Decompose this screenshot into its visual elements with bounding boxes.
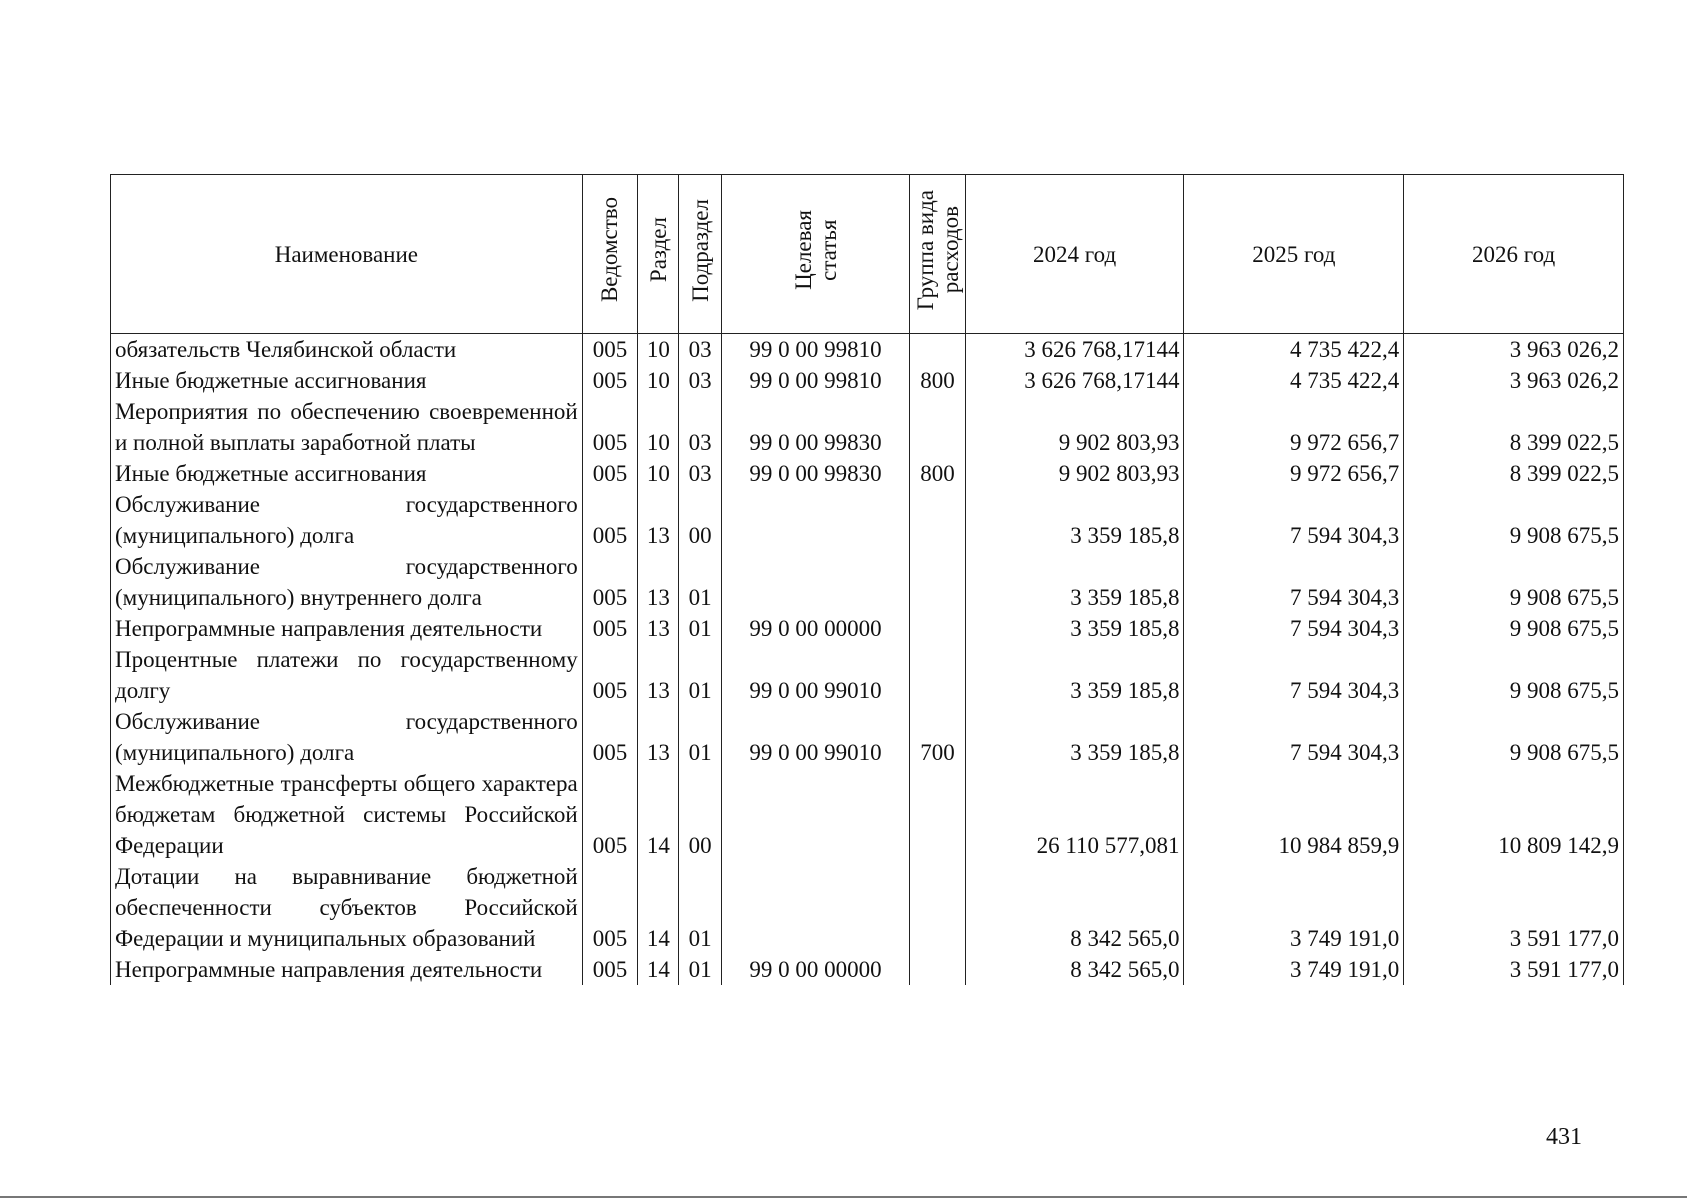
cell-2025: 3 749 191,0	[1184, 861, 1404, 954]
cell-name: Обслуживание государственного (муниципального) долга	[111, 706, 583, 768]
cell-section: 13	[638, 613, 679, 644]
cell-2026: 9 908 675,5	[1404, 644, 1624, 706]
cell-2025: 7 594 304,3	[1184, 644, 1404, 706]
cell-2026: 10 809 142,9	[1404, 768, 1624, 861]
header-2024: 2024 год	[965, 175, 1184, 334]
header-target: Целевая статья	[721, 175, 909, 334]
cell-name: Дотации на выравнивание бюджетной обеспеченности субъектов Российской Федерации и муниципальных образований	[111, 861, 583, 954]
cell-2025: 9 972 656,7	[1184, 458, 1404, 489]
cell-group	[910, 334, 965, 366]
cell-group	[910, 768, 965, 861]
cell-section: 14	[638, 954, 679, 985]
cell-section: 10	[638, 396, 679, 458]
cell-2026: 9 908 675,5	[1404, 489, 1624, 551]
cell-group	[910, 613, 965, 644]
table-row	[111, 644, 1624, 706]
cell-name: Мероприятия по обеспечению своевременной и полной выплаты заработной платы	[111, 396, 583, 458]
cell-2024: 9 902 803,93	[965, 458, 1184, 489]
cell-subsection: 01	[679, 861, 721, 954]
cell-subsection: 01	[679, 706, 721, 768]
cell-2024: 3 626 768,17144	[965, 334, 1184, 366]
cell-section: 10	[638, 458, 679, 489]
cell-dept: 005	[582, 706, 637, 768]
table-row	[111, 954, 1624, 985]
cell-target: 99 0 00 99830	[721, 458, 909, 489]
table-row	[111, 334, 1624, 366]
cell-2026: 3 591 177,0	[1404, 954, 1624, 985]
cell-target	[721, 861, 909, 954]
cell-2026: 9 908 675,5	[1404, 551, 1624, 613]
cell-2024: 8 342 565,0	[965, 861, 1184, 954]
header-dept: Ведомство	[582, 175, 637, 334]
cell-dept: 005	[582, 365, 637, 396]
cell-target: 99 0 00 99810	[721, 334, 909, 366]
cell-dept: 005	[582, 489, 637, 551]
cell-2025: 9 972 656,7	[1184, 396, 1404, 458]
cell-dept: 005	[582, 334, 637, 366]
cell-2024: 3 359 185,8	[965, 551, 1184, 613]
cell-2025: 7 594 304,3	[1184, 613, 1404, 644]
budget-table	[110, 174, 1624, 985]
cell-2025: 4 735 422,4	[1184, 365, 1404, 396]
cell-subsection: 01	[679, 613, 721, 644]
cell-target: 99 0 00 99830	[721, 396, 909, 458]
cell-dept: 005	[582, 458, 637, 489]
cell-2024: 3 626 768,17144	[965, 365, 1184, 396]
cell-dept: 005	[582, 768, 637, 861]
cell-target: 99 0 00 99810	[721, 365, 909, 396]
header-subsection: Подраздел	[679, 175, 721, 334]
table-body	[111, 334, 1624, 986]
table-row	[111, 489, 1624, 551]
cell-name: Непрограммные направления деятельности	[111, 954, 583, 985]
cell-group	[910, 861, 965, 954]
cell-dept: 005	[582, 613, 637, 644]
cell-target	[721, 768, 909, 861]
cell-section: 10	[638, 365, 679, 396]
cell-subsection: 03	[679, 365, 721, 396]
cell-2024: 26 110 577,081	[965, 768, 1184, 861]
cell-section: 13	[638, 706, 679, 768]
cell-group	[910, 954, 965, 985]
cell-target	[721, 489, 909, 551]
cell-subsection: 01	[679, 954, 721, 985]
cell-subsection: 01	[679, 551, 721, 613]
cell-group	[910, 644, 965, 706]
cell-name: Обслуживание государственного (муниципального) внутреннего долга	[111, 551, 583, 613]
cell-2024: 8 342 565,0	[965, 954, 1184, 985]
cell-2024: 3 359 185,8	[965, 706, 1184, 768]
cell-section: 14	[638, 861, 679, 954]
cell-section: 13	[638, 551, 679, 613]
cell-section: 14	[638, 768, 679, 861]
cell-subsection: 00	[679, 768, 721, 861]
table-row	[111, 396, 1624, 458]
cell-2025: 7 594 304,3	[1184, 706, 1404, 768]
cell-subsection: 01	[679, 644, 721, 706]
cell-name: Процентные платежи по государственному долгу	[111, 644, 583, 706]
cell-group: 700	[910, 706, 965, 768]
cell-2024: 9 902 803,93	[965, 396, 1184, 458]
cell-name: Межбюджетные трансферты общего характера бюджетам бюджетной системы Российской Федерации	[111, 768, 583, 861]
cell-subsection: 03	[679, 396, 721, 458]
cell-2025: 3 749 191,0	[1184, 954, 1404, 985]
cell-2026: 3 591 177,0	[1404, 861, 1624, 954]
cell-target: 99 0 00 99010	[721, 644, 909, 706]
cell-2024: 3 359 185,8	[965, 644, 1184, 706]
cell-name: Обслуживание государственного (муниципального) долга	[111, 489, 583, 551]
cell-name: обязательств Челябинской области	[111, 334, 583, 366]
cell-section: 10	[638, 334, 679, 366]
cell-name: Иные бюджетные ассигнования	[111, 365, 583, 396]
cell-group	[910, 489, 965, 551]
cell-dept: 005	[582, 861, 637, 954]
cell-group: 800	[910, 458, 965, 489]
cell-subsection: 03	[679, 458, 721, 489]
cell-2025: 4 735 422,4	[1184, 334, 1404, 366]
cell-subsection: 00	[679, 489, 721, 551]
cell-2026: 8 399 022,5	[1404, 458, 1624, 489]
table-row	[111, 458, 1624, 489]
cell-group	[910, 396, 965, 458]
cell-group	[910, 551, 965, 613]
table-header-row	[111, 175, 1624, 334]
table-row	[111, 861, 1624, 954]
header-name: Наименование	[111, 175, 583, 334]
cell-subsection: 03	[679, 334, 721, 366]
cell-target	[721, 551, 909, 613]
cell-target: 99 0 00 00000	[721, 613, 909, 644]
cell-2026: 8 399 022,5	[1404, 396, 1624, 458]
header-2025: 2025 год	[1184, 175, 1404, 334]
header-2026: 2026 год	[1404, 175, 1624, 334]
cell-2024: 3 359 185,8	[965, 489, 1184, 551]
header-group: Группа вида расходов	[910, 175, 965, 334]
cell-section: 13	[638, 489, 679, 551]
cell-2026: 3 963 026,2	[1404, 365, 1624, 396]
cell-2025: 7 594 304,3	[1184, 551, 1404, 613]
cell-dept: 005	[582, 396, 637, 458]
cell-name: Непрограммные направления деятельности	[111, 613, 583, 644]
cell-2024: 3 359 185,8	[965, 613, 1184, 644]
cell-dept: 005	[582, 954, 637, 985]
cell-group: 800	[910, 365, 965, 396]
cell-dept: 005	[582, 551, 637, 613]
cell-2025: 10 984 859,9	[1184, 768, 1404, 861]
header-section: Раздел	[638, 175, 679, 334]
table-row	[111, 768, 1624, 861]
table-row	[111, 613, 1624, 644]
cell-section: 13	[638, 644, 679, 706]
bottom-divider	[0, 1196, 1687, 1198]
cell-2025: 7 594 304,3	[1184, 489, 1404, 551]
table-row	[111, 365, 1624, 396]
cell-target: 99 0 00 99010	[721, 706, 909, 768]
cell-target: 99 0 00 00000	[721, 954, 909, 985]
table-row	[111, 706, 1624, 768]
cell-2026: 3 963 026,2	[1404, 334, 1624, 366]
table-row	[111, 551, 1624, 613]
cell-2026: 9 908 675,5	[1404, 613, 1624, 644]
cell-2026: 9 908 675,5	[1404, 706, 1624, 768]
cell-name: Иные бюджетные ассигнования	[111, 458, 583, 489]
page-number: 431	[1546, 1124, 1582, 1150]
cell-dept: 005	[582, 644, 637, 706]
